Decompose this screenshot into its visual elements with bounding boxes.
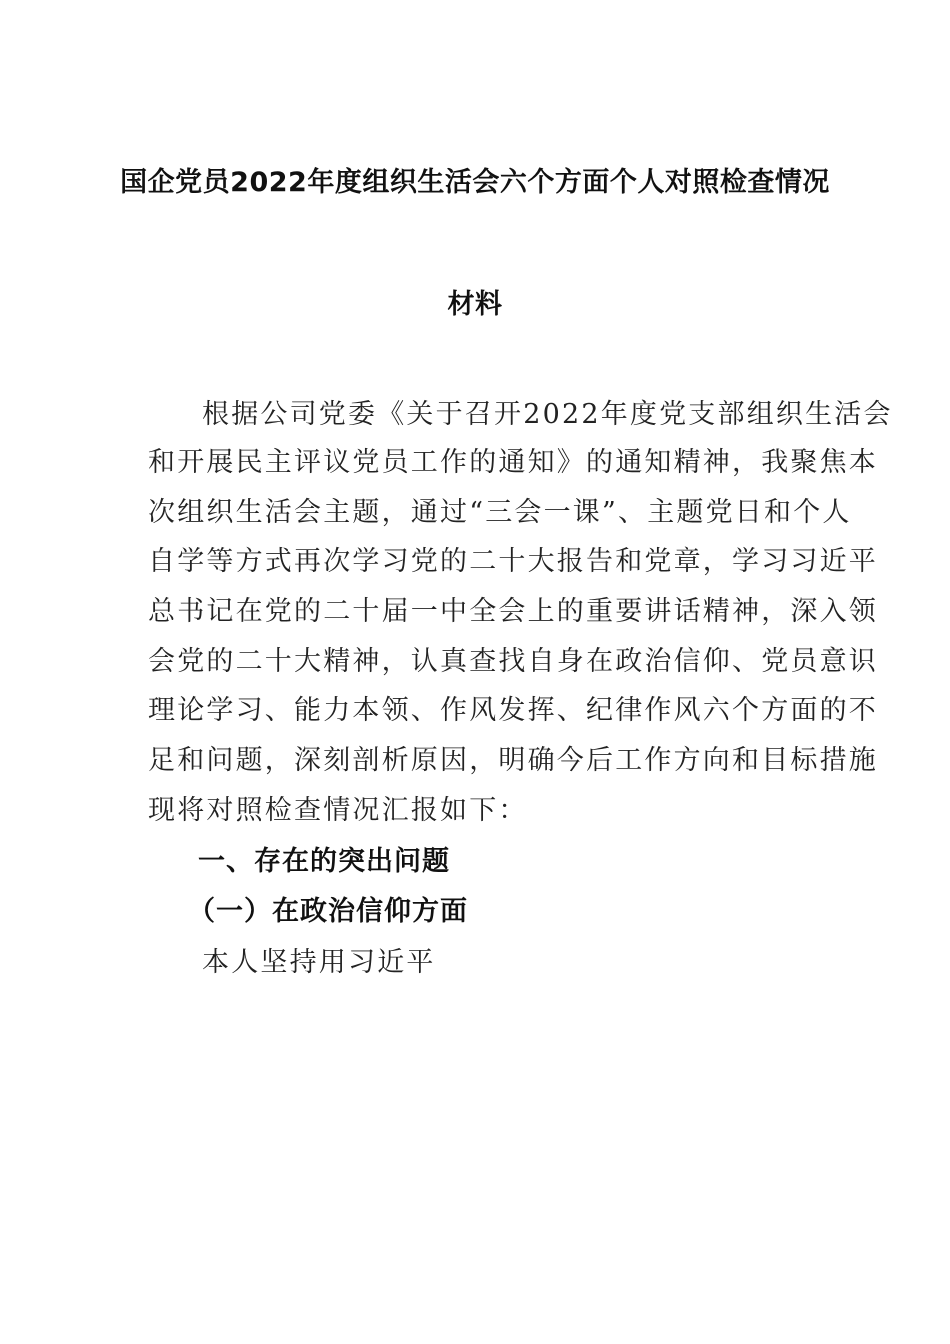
document-title-line-1: 国企党员2022年度组织生活会六个方面个人对照检查情况 [120,167,830,198]
subsection-heading-1: （一）在政治信仰方面 [188,896,468,927]
intro-paragraph-line: 次组织生活会主题，通过“三会一课”、主题党日和个人 [148,497,852,528]
intro-paragraph-line: 和开展民主评议党员工作的通知》的通知精神，我聚焦本 [148,447,878,478]
document-title-line-2: 材料 [447,289,503,320]
intro-paragraph-line: 会党的二十大精神，认真查找自身在政治信仰、党员意识 [148,646,878,677]
section-heading-1: 一、存在的突出问题 [198,846,450,877]
intro-paragraph-line: 现将对照检查情况汇报如下： [148,795,528,826]
intro-paragraph-line: 足和问题，深刻剖析原因，明确今后工作方向和目标措施 [148,745,878,776]
subsection-paragraph-line: 本人坚持用习近平 [202,947,436,978]
intro-paragraph-line: 总书记在党的二十届一中全会上的重要讲话精神，深入领 [148,596,878,627]
intro-paragraph-line: 根据公司党委《关于召开2022年度党支部组织生活会 [202,399,893,430]
intro-paragraph-line: 理论学习、能力本领、作风发挥、纪律作风六个方面的不 [148,695,878,726]
intro-paragraph-line: 自学等方式再次学习党的二十大报告和党章，学习习近平 [148,546,878,577]
